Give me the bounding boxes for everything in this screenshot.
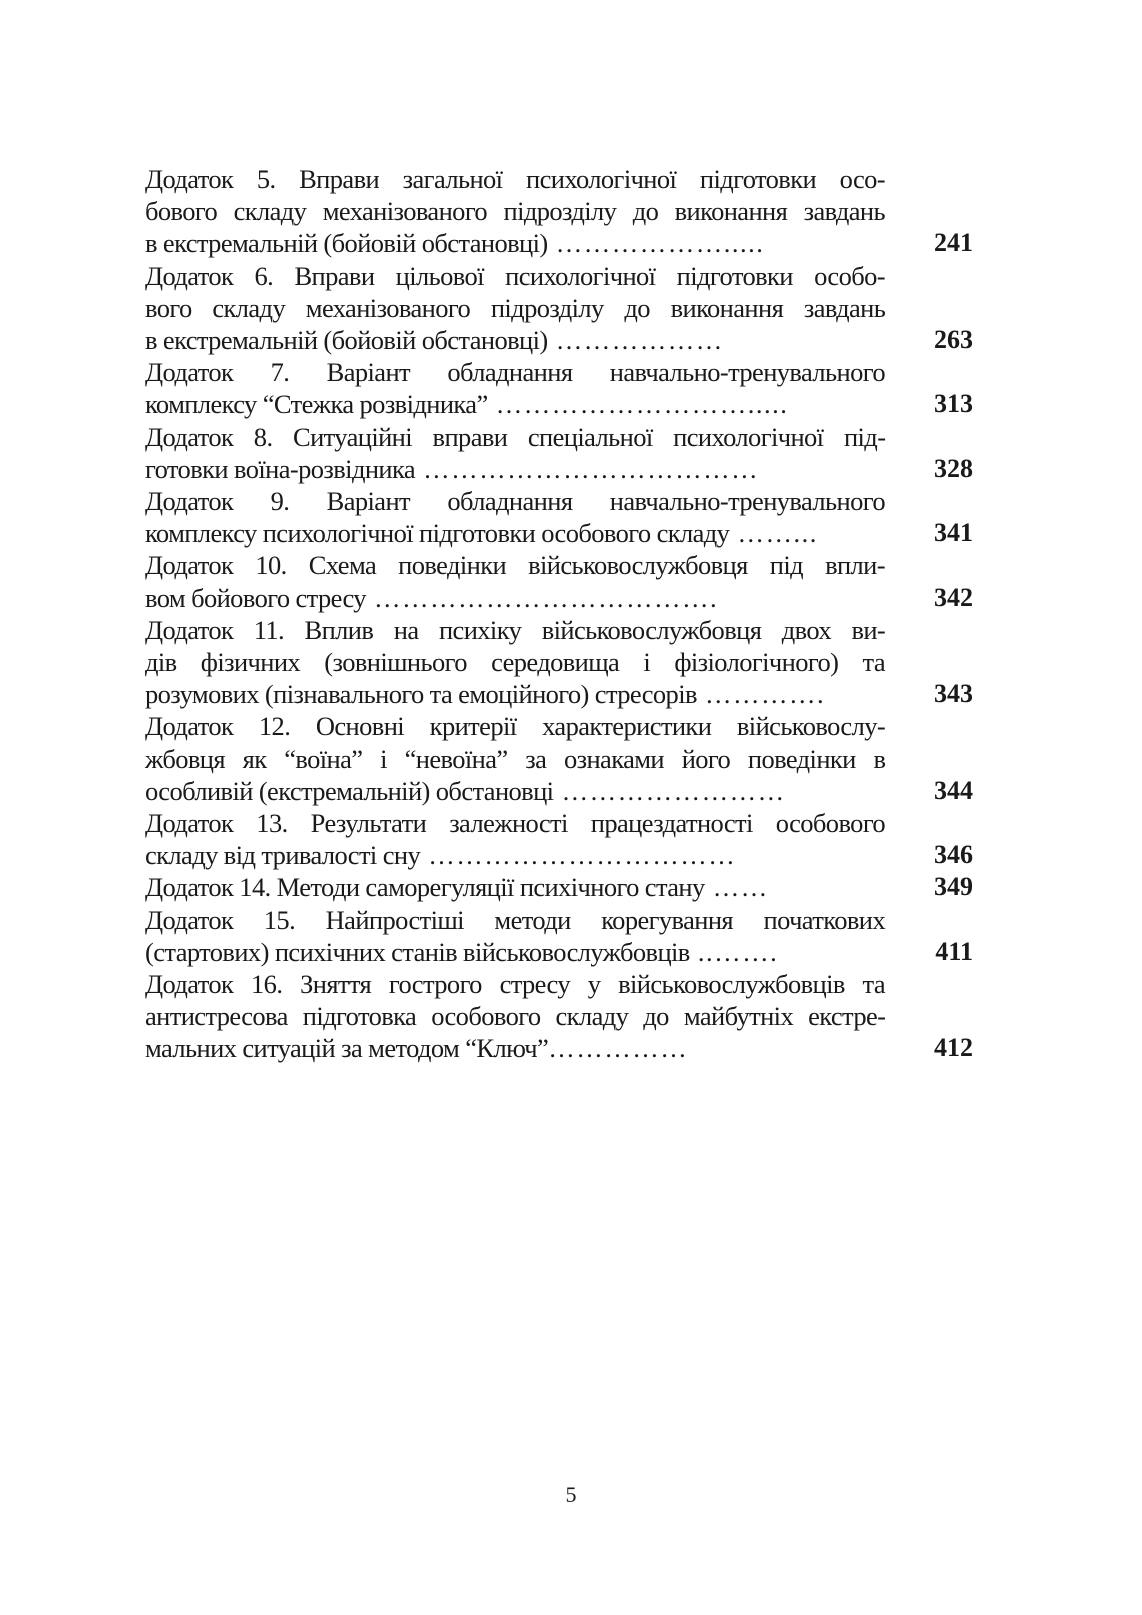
toc-entry-line: Додаток 13. Результати залежності працездатності особового (145, 808, 886, 839)
toc-entry-line: Додаток 11. Вплив на психіку військовослужбовця двох ви- (145, 614, 886, 645)
toc-entry-line: антистресова підготовка особового складу до майбутніх екстре- (145, 1001, 886, 1032)
dot-leader: ……………………………… (415, 453, 760, 484)
toc-entry-title (145, 163, 885, 260)
toc-entry-page-number[interactable]: 328 (934, 453, 973, 483)
toc-entry[interactable] (145, 904, 973, 968)
toc-entry-line: Додаток 8. Ситуаційні вправи спеціальної психологічної під- (145, 421, 886, 452)
toc-entry-title (145, 710, 885, 807)
toc-entry[interactable] (145, 968, 973, 1065)
toc-entry-title (145, 614, 885, 711)
toc-entry-page-number[interactable]: 343 (934, 679, 973, 709)
dot-leader: …………………………… (420, 840, 737, 871)
toc-entry-line: мальних ситуацій за методом “Ключ”…………… (145, 1033, 689, 1064)
toc-entry-page-number[interactable]: 412 (934, 1033, 973, 1063)
toc-entry[interactable] (145, 485, 973, 549)
dot-leader: ..……. (689, 936, 779, 967)
dot-leader: ……………… (547, 325, 724, 356)
toc-entry-page-number[interactable]: 349 (934, 872, 973, 902)
toc-entry-title (145, 904, 885, 968)
toc-entry-line: складу від тривалості сну …………………………… (145, 840, 737, 871)
toc-entry-title (145, 421, 885, 485)
toc-entry-page-number[interactable]: 346 (934, 840, 973, 870)
toc-entry-page-number[interactable]: 313 (934, 389, 973, 419)
toc-entry-line: Додаток 7. Варіант обладнання навчально-тренувального (145, 357, 885, 388)
toc-entry-line: бового складу механізованого підрозділу до виконання завдань (145, 196, 885, 227)
toc-entry-line: Додаток 14. Методи саморегуляції психічного стану …… (145, 872, 769, 903)
toc-entry-line: готовки воїна-розвідника ……………………………… (145, 453, 760, 484)
toc-entry-line: комплексу психологічної підготовки особового складу ……... (145, 518, 818, 549)
toc-entry[interactable] (145, 549, 973, 613)
toc-entry-title (145, 549, 885, 613)
toc-entry-line: Додаток 10. Схема поведінки військовослужбовця під впли- (145, 550, 885, 581)
toc-entry-line: Додаток 15. Найпростіші методи корегування початкових (145, 904, 885, 935)
toc-entry[interactable] (145, 807, 973, 871)
toc-entry-line: Додаток 9. Варіант обладнання навчально-тренувального (145, 486, 885, 517)
dot-leader: ………………………..... (487, 389, 789, 420)
toc-entry-line: в екстремальній (бойовій обстановці) ………………..... (145, 228, 765, 259)
toc-entry[interactable] (145, 710, 973, 807)
toc-entry-page-number[interactable]: 241 (934, 228, 973, 258)
toc-entry-line: особливій (екстремальній) обстановці …………………… (145, 775, 786, 806)
toc-entry-title (145, 260, 885, 357)
toc-entry-line: Додаток 6. Вправи цільової психологічної підготовки особо- (145, 260, 885, 291)
dot-leader: ………………………………. (365, 582, 719, 613)
page-number: 5 (565, 1482, 577, 1507)
toc-entry-title (145, 968, 885, 1065)
toc-entry-line: Додаток 5. Вправи загальної психологічної підготовки осо- (145, 164, 885, 194)
toc-entry-line: дів фізичних (зовнішнього середовища і фізіологічного) та (145, 647, 886, 678)
dot-leader: ………………..... (547, 228, 765, 259)
toc-entry-line: комплексу “Стежка розвідника” ………………………..... (145, 389, 789, 420)
toc-entry-page-number[interactable]: 263 (934, 325, 973, 355)
dot-leader: …………………… (553, 775, 786, 806)
toc-entry[interactable] (145, 871, 973, 903)
toc-entry-page-number[interactable]: 342 (934, 582, 973, 612)
dot-leader: …………… (548, 1033, 689, 1064)
dot-leader: …… (704, 872, 769, 903)
dot-leader: ……... (729, 518, 818, 549)
toc-entry-page-number[interactable]: 411 (935, 936, 973, 966)
toc-entry[interactable] (145, 614, 973, 711)
toc-entry-title (145, 871, 885, 903)
toc-entry-line: Додаток 12. Основні критерії характеристики військовослу- (145, 711, 886, 742)
toc-entry-page-number[interactable]: 344 (934, 775, 973, 805)
toc-entry-line: розумових (пізнавального та емоційного) стресорів …………. (145, 679, 826, 710)
toc-entry-line: в екстремальній (бойовій обстановці) ……………… (145, 325, 724, 356)
toc-entry[interactable] (145, 260, 973, 357)
toc-entry-line: вого складу механізованого підрозділу до виконання завдань (145, 292, 886, 323)
toc-entry-title (145, 807, 885, 871)
toc-entry-title (145, 356, 885, 420)
table-of-contents (145, 163, 973, 1065)
dot-leader: …………. (696, 679, 826, 710)
toc-entry-page-number[interactable]: 341 (934, 518, 973, 548)
toc-entry-line: вом бойового стресу ………………………………. (145, 582, 719, 613)
toc-entry-title (145, 485, 885, 549)
toc-entry[interactable] (145, 421, 973, 485)
toc-entry-line: жбовця як “воїна” і “невоїна” за ознаками його поведінки в (145, 743, 886, 774)
toc-entry[interactable] (145, 356, 973, 420)
toc-entry-line: (стартових) психічних станів військовослужбовців ..……. (145, 936, 779, 967)
toc-entry[interactable] (145, 163, 973, 260)
toc-entry-line: Додаток 16. Зняття гострого стресу у військовослужбовців та (145, 969, 885, 1000)
